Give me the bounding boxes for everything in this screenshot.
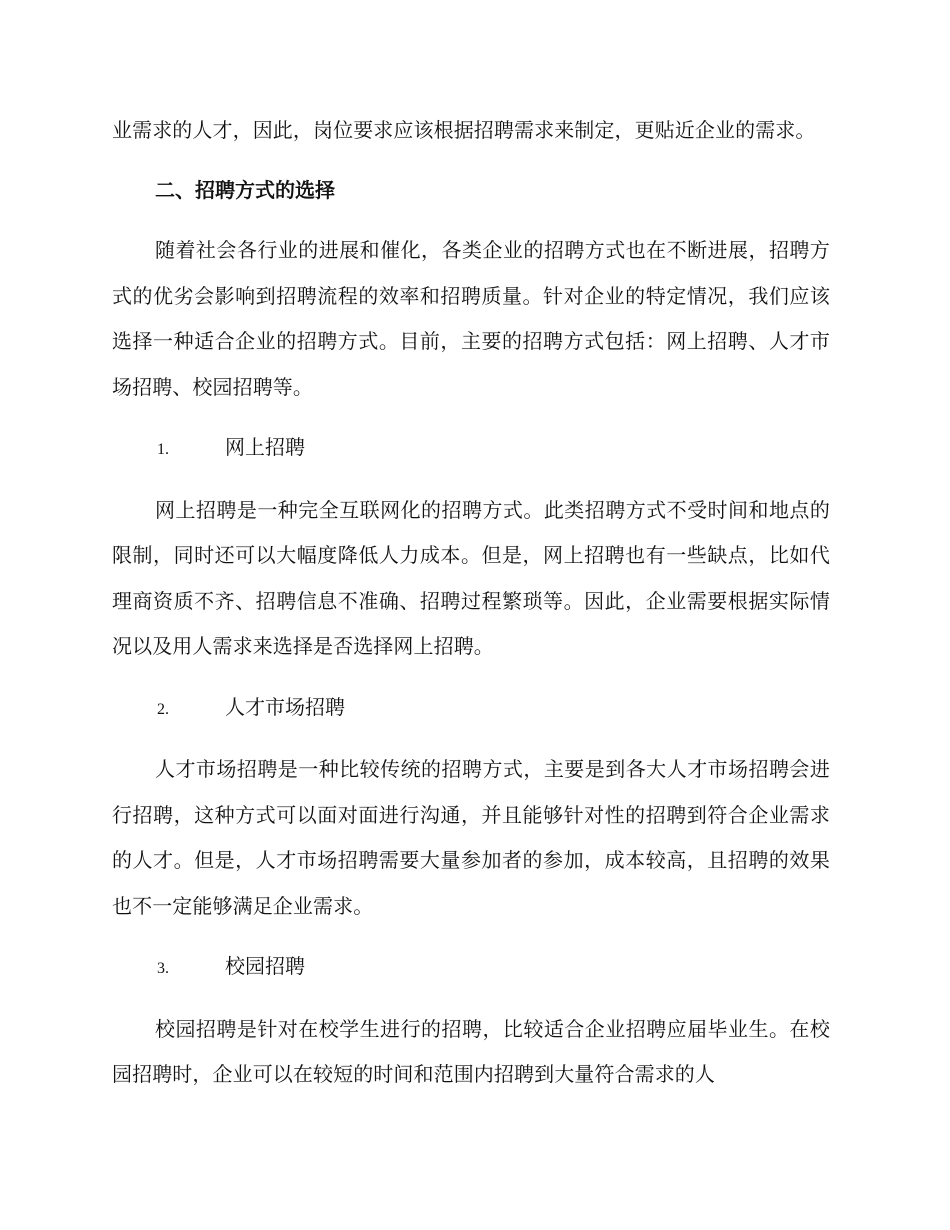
list-title: 网上招聘 [225, 435, 305, 459]
paragraph-talent-market-recruitment: 人才市场招聘是一种比较传统的招聘方式，主要是到各大人才市场招聘会进行招聘，这种方式可以面对面进行沟通，并且能够针对性的招聘到符合企业需求的人才。但是，人才市场招聘需要大量参加者的参加，成本较高，且招聘的效果也不一定能够满足企业需求。 [112, 757, 830, 918]
list-title: 校园招聘 [225, 954, 305, 978]
list-number: 2. [157, 700, 169, 718]
paragraph-continuation: 业需求的人才，因此，岗位要求应该根据招聘需求来制定，更贴近企业的需求。 [112, 118, 816, 142]
paragraph-campus-recruitment: 校园招聘是针对在校学生进行的招聘，比较适合企业招聘应届毕业生。在校园招聘时，企业可以在较短的时间和范围内招聘到大量符合需求的人 [112, 1016, 830, 1086]
paragraph-online-recruitment: 网上招聘是一种完全互联网化的招聘方式。此类招聘方式不受时间和地点的限制，同时还可以大幅度降低人力成本。但是，网上招聘也有一些缺点，比如代理商资质不齐、招聘信息不准确、招聘过程繁琐等。因此，企业需要根据实际情况以及用人需求来选择是否选择网上招聘。 [112, 497, 830, 658]
list-title: 人才市场招聘 [225, 694, 345, 719]
list-number: 1. [157, 441, 169, 458]
list-item-online-recruitment [112, 425, 830, 473]
list-item-campus-recruitment [112, 944, 830, 992]
list-item-talent-market-recruitment [112, 685, 830, 733]
section-heading-recruitment-methods: 二、招聘方式的选择 [155, 177, 335, 202]
document-page [112, 108, 830, 1098]
list-number: 3. [157, 960, 169, 977]
paragraph-recruitment-methods-intro: 随着社会各行业的进展和催化，各类企业的招聘方式也在不断进展，招聘方式的优劣会影响到招聘流程的效率和招聘质量。针对企业的特定情况，我们应该选择一种适合企业的招聘方式。目前，主要的招聘方式包括：网上招聘、人才市场招聘、校园招聘等。 [112, 238, 830, 399]
